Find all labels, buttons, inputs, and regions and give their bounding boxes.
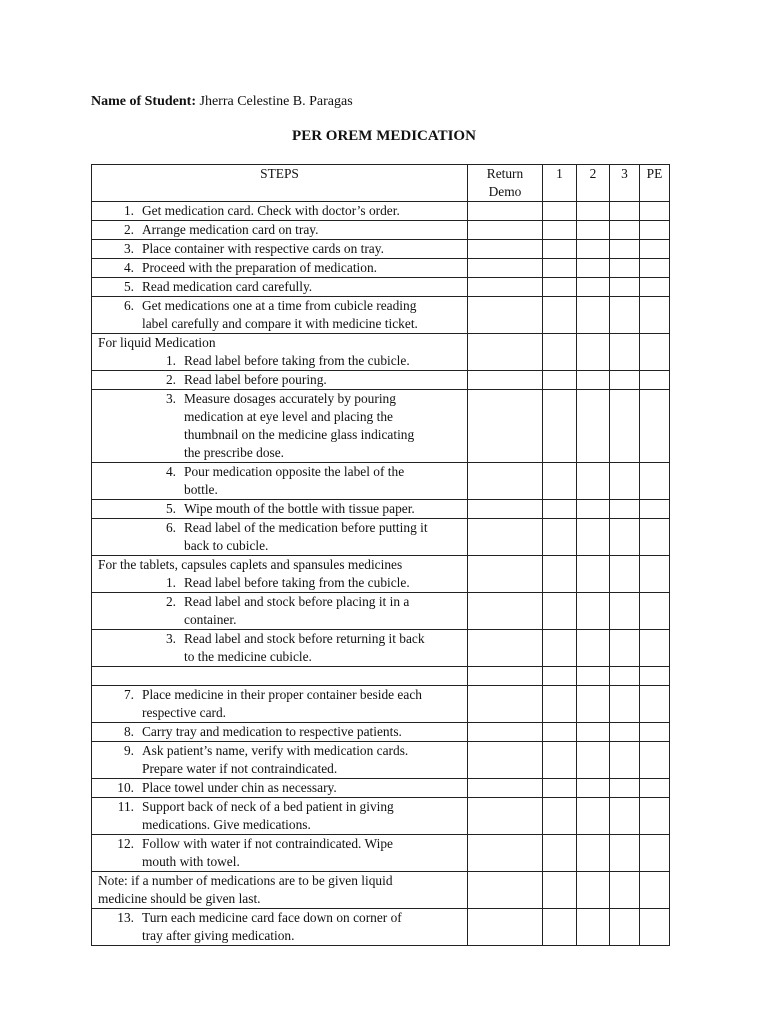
attempt-2-cell[interactable] (577, 872, 610, 909)
step-text-line: to the medicine cubicle. (184, 649, 312, 664)
pe-header: PE (640, 165, 670, 202)
step-cell (92, 202, 468, 221)
step-text-line: Prepare water if not contraindicated. (142, 761, 338, 776)
step-item (96, 779, 467, 797)
step-cell (92, 463, 468, 500)
attempt-2-cell[interactable] (577, 667, 610, 686)
attempt-1-cell[interactable] (543, 686, 577, 723)
step-text (134, 798, 467, 834)
attempt-2-cell[interactable] (577, 779, 610, 798)
attempt-2-header: 2 (577, 165, 610, 202)
attempt-1-cell[interactable] (543, 835, 577, 872)
return-demo-cell[interactable] (468, 259, 543, 278)
pe-cell[interactable] (640, 742, 670, 779)
step-text (134, 723, 467, 741)
steps-header: STEPS (92, 165, 468, 202)
step-item (96, 686, 467, 722)
return-demo-cell[interactable] (468, 297, 543, 334)
step-cell (92, 297, 468, 334)
step-text-line: Place container with respective cards on tray. (142, 241, 384, 256)
attempt-2-cell[interactable] (577, 259, 610, 278)
step-text-line: Proceed with the preparation of medication. (142, 260, 377, 275)
pe-cell[interactable] (640, 202, 670, 221)
attempt-1-cell[interactable] (543, 798, 577, 835)
step-item (96, 593, 467, 629)
attempt-1-cell[interactable] (543, 202, 577, 221)
step-item (96, 519, 467, 555)
attempt-3-cell[interactable] (610, 371, 640, 390)
attempt-2-cell[interactable] (577, 297, 610, 334)
step-text-line: Place medicine in their proper container beside each (142, 687, 422, 702)
pe-cell[interactable] (640, 556, 670, 593)
attempt-1-cell[interactable] (543, 779, 577, 798)
table-header-row (92, 165, 670, 202)
pe-cell[interactable] (640, 463, 670, 500)
attempt-3-cell[interactable] (610, 463, 640, 500)
step-text (134, 221, 467, 239)
return-demo-header (468, 165, 543, 202)
step-cell (92, 723, 468, 742)
note-line: medicine should be given last. (98, 891, 261, 906)
return-demo-cell[interactable] (468, 909, 543, 946)
step-text (134, 297, 467, 333)
attempt-2-cell[interactable] (577, 742, 610, 779)
step-cell (92, 519, 468, 556)
pe-cell[interactable] (640, 297, 670, 334)
step-item (96, 574, 467, 592)
return-demo-cell[interactable] (468, 798, 543, 835)
attempt-2-cell[interactable] (577, 835, 610, 872)
attempt-2-cell[interactable] (577, 519, 610, 556)
table-row (92, 463, 670, 500)
return-demo-cell[interactable] (468, 390, 543, 463)
step-cell (92, 390, 468, 463)
step-text (176, 519, 467, 555)
step-number: 4. (165, 464, 176, 479)
step-number: 12. (117, 836, 134, 851)
step-text-line: Wipe mouth of the bottle with tissue paper. (184, 501, 415, 516)
step-item (96, 297, 467, 333)
step-text-line: Follow with water if not contraindicated. Wipe (142, 836, 393, 851)
step-text (134, 686, 467, 722)
return-demo-cell[interactable] (468, 221, 543, 240)
step-cell (92, 686, 468, 723)
step-text-line: Read label before pouring. (184, 372, 327, 387)
return-demo-cell[interactable] (468, 872, 543, 909)
step-item (96, 500, 467, 518)
attempt-3-cell[interactable] (610, 278, 640, 297)
step-text-line: Support back of neck of a bed patient in giving (142, 799, 394, 814)
table-row (92, 221, 670, 240)
attempt-2-cell[interactable] (577, 500, 610, 519)
step-text-line: Carry tray and medication to respective patients. (142, 724, 402, 739)
step-cell (92, 334, 468, 371)
step-number: 6. (123, 298, 134, 313)
attempt-1-cell[interactable] (543, 371, 577, 390)
attempt-3-cell[interactable] (610, 630, 640, 667)
table-row (92, 240, 670, 259)
pe-cell[interactable] (640, 519, 670, 556)
step-number: 1. (165, 353, 176, 368)
attempt-2-cell[interactable] (577, 334, 610, 371)
step-item (96, 463, 467, 499)
step-cell (92, 630, 468, 667)
table-row (92, 593, 670, 630)
attempt-3-cell[interactable] (610, 390, 640, 463)
step-item (96, 630, 467, 666)
step-number: 2. (165, 594, 176, 609)
blank-row (92, 667, 670, 686)
step-number: 13. (117, 910, 134, 925)
step-item (96, 723, 467, 741)
step-cell (92, 500, 468, 519)
pe-cell[interactable] (640, 390, 670, 463)
step-item (96, 798, 467, 834)
attempt-3-cell[interactable] (610, 798, 640, 835)
pe-cell[interactable] (640, 686, 670, 723)
pe-cell[interactable] (640, 630, 670, 667)
step-text (134, 742, 467, 778)
step-text-line: Place towel under chin as necessary. (142, 780, 337, 795)
step-number: 3. (123, 241, 134, 256)
step-item (96, 390, 467, 462)
step-text (176, 500, 467, 518)
attempt-3-cell[interactable] (610, 297, 640, 334)
return-demo-cell[interactable] (468, 835, 543, 872)
attempt-1-header: 1 (543, 165, 577, 202)
step-text-line: Measure dosages accurately by pouring (184, 391, 396, 406)
return-demo-cell[interactable] (468, 630, 543, 667)
attempt-1-cell[interactable] (543, 463, 577, 500)
attempt-2-cell[interactable] (577, 390, 610, 463)
step-cell (92, 556, 468, 593)
step-text (134, 278, 467, 296)
attempt-1-cell[interactable] (543, 390, 577, 463)
attempt-1-cell[interactable] (543, 278, 577, 297)
step-cell (92, 798, 468, 835)
return-demo-header-line1: Return (486, 166, 524, 181)
table-row (92, 259, 670, 278)
attempt-2-cell[interactable] (577, 221, 610, 240)
step-number: 6. (165, 520, 176, 535)
attempt-1-cell[interactable] (543, 240, 577, 259)
attempt-1-cell[interactable] (543, 872, 577, 909)
page-title: PER OREM MEDICATION (292, 128, 476, 144)
step-text-line: Get medication card. Check with doctor’s order. (142, 203, 400, 218)
step-cell (92, 221, 468, 240)
attempt-3-cell[interactable] (610, 909, 640, 946)
attempt-3-cell[interactable] (610, 259, 640, 278)
attempt-2-cell[interactable] (577, 240, 610, 259)
step-text (176, 630, 467, 666)
step-text (176, 574, 467, 592)
table-row (92, 909, 670, 946)
checklist-body (92, 202, 670, 946)
return-demo-cell[interactable] (468, 686, 543, 723)
attempt-2-cell[interactable] (577, 278, 610, 297)
table-row (92, 500, 670, 519)
attempt-3-cell[interactable] (610, 779, 640, 798)
table-row (92, 686, 670, 723)
step-text (134, 202, 467, 220)
student-name-label: Name of Student: (91, 94, 196, 109)
pe-cell[interactable] (640, 909, 670, 946)
step-text (134, 240, 467, 258)
step-item (96, 278, 467, 296)
table-row (92, 371, 670, 390)
table-row (92, 334, 670, 371)
table-row (92, 556, 670, 593)
step-cell (92, 259, 468, 278)
pe-cell[interactable] (640, 259, 670, 278)
step-text-line: back to cubicle. (184, 538, 269, 553)
attempt-3-cell[interactable] (610, 835, 640, 872)
pe-cell[interactable] (640, 798, 670, 835)
attempt-1-cell[interactable] (543, 593, 577, 630)
pe-cell[interactable] (640, 835, 670, 872)
table-row (92, 742, 670, 779)
step-text-line: medication at eye level and placing the (184, 409, 393, 424)
group-label: For liquid Medication (98, 335, 216, 350)
step-number: 1. (123, 203, 134, 218)
attempt-2-cell[interactable] (577, 723, 610, 742)
step-text (176, 593, 467, 629)
attempt-1-cell[interactable] (543, 297, 577, 334)
attempt-3-cell[interactable] (610, 742, 640, 779)
student-name-value: Jherra Celestine B. Paragas (199, 94, 353, 109)
step-number: 10. (117, 780, 134, 795)
attempt-3-cell[interactable] (610, 723, 640, 742)
attempt-3-cell[interactable] (610, 334, 640, 371)
attempt-1-cell[interactable] (543, 221, 577, 240)
attempt-1-cell[interactable] (543, 259, 577, 278)
return-demo-header-line2: Demo (488, 184, 522, 199)
attempt-3-cell[interactable] (610, 593, 640, 630)
step-text-line: tray after giving medication. (142, 928, 295, 943)
attempt-1-cell[interactable] (543, 519, 577, 556)
step-item (96, 371, 467, 389)
step-item (96, 909, 467, 945)
step-item (96, 202, 467, 220)
table-row (92, 278, 670, 297)
group-label: For the tablets, capsules caplets and spansules medicines (98, 557, 403, 572)
return-demo-cell[interactable] (468, 742, 543, 779)
step-cell (92, 278, 468, 297)
table-row (92, 297, 670, 334)
return-demo-cell[interactable] (468, 500, 543, 519)
attempt-3-cell[interactable] (610, 556, 640, 593)
attempt-1-cell[interactable] (543, 556, 577, 593)
step-number: 8. (123, 724, 134, 739)
attempt-3-cell[interactable] (610, 221, 640, 240)
attempt-2-cell[interactable] (577, 798, 610, 835)
table-row (92, 835, 670, 872)
return-demo-cell[interactable] (468, 371, 543, 390)
step-cell (92, 667, 468, 686)
attempt-1-cell[interactable] (543, 500, 577, 519)
attempt-2-cell[interactable] (577, 686, 610, 723)
step-text-line: Read label and stock before placing it in a (184, 594, 410, 609)
step-cell (92, 240, 468, 259)
step-text-line: Get medications one at a time from cubicle reading (142, 298, 417, 313)
pe-cell[interactable] (640, 593, 670, 630)
step-text-line: Arrange medication card on tray. (142, 222, 319, 237)
table-row (92, 723, 670, 742)
attempt-3-cell[interactable] (610, 686, 640, 723)
step-number: 4. (123, 260, 134, 275)
table-row (92, 798, 670, 835)
pe-cell[interactable] (640, 779, 670, 798)
step-item (96, 835, 467, 871)
step-number: 2. (165, 372, 176, 387)
step-text-line: respective card. (142, 705, 227, 720)
step-cell (92, 779, 468, 798)
table-row (92, 872, 670, 909)
pe-cell[interactable] (640, 872, 670, 909)
step-text-line: Read label and stock before returning it back (184, 631, 425, 646)
pe-cell[interactable] (640, 723, 670, 742)
step-number: 1. (165, 575, 176, 590)
step-text (176, 463, 467, 499)
table-row (92, 519, 670, 556)
pe-cell[interactable] (640, 667, 670, 686)
attempt-1-cell[interactable] (543, 909, 577, 946)
step-item (96, 259, 467, 277)
step-number: 7. (123, 687, 134, 702)
step-cell (92, 371, 468, 390)
step-item (96, 742, 467, 778)
student-name-line (91, 94, 353, 110)
step-text-line: Turn each medicine card face down on corner of (142, 910, 402, 925)
step-cell (92, 742, 468, 779)
note-line: Note: if a number of medications are to be given liquid (98, 873, 393, 888)
step-cell (92, 872, 468, 909)
step-text (134, 909, 467, 945)
attempt-1-cell[interactable] (543, 723, 577, 742)
step-text-line: bottle. (184, 482, 218, 497)
pe-cell[interactable] (640, 500, 670, 519)
step-text-line: mouth with towel. (142, 854, 240, 869)
table-row (92, 202, 670, 221)
attempt-2-cell[interactable] (577, 463, 610, 500)
pe-cell[interactable] (640, 221, 670, 240)
return-demo-cell[interactable] (468, 723, 543, 742)
step-text-line: medications. Give medications. (142, 817, 311, 832)
step-cell (92, 593, 468, 630)
attempt-3-header: 3 (610, 165, 640, 202)
attempt-3-cell[interactable] (610, 872, 640, 909)
step-text-line: Read label before taking from the cubicle. (184, 575, 410, 590)
step-text-line: the prescribe dose. (184, 445, 285, 460)
step-number: 3. (165, 391, 176, 406)
return-demo-cell[interactable] (468, 240, 543, 259)
step-text (134, 835, 467, 871)
attempt-2-cell[interactable] (577, 630, 610, 667)
attempt-3-cell[interactable] (610, 240, 640, 259)
step-cell (92, 835, 468, 872)
attempt-3-cell[interactable] (610, 202, 640, 221)
return-demo-cell[interactable] (468, 667, 543, 686)
step-number: 5. (123, 279, 134, 294)
pe-cell[interactable] (640, 334, 670, 371)
attempt-3-cell[interactable] (610, 519, 640, 556)
step-text-line: container. (184, 612, 237, 627)
pe-cell[interactable] (640, 278, 670, 297)
attempt-1-cell[interactable] (543, 667, 577, 686)
step-number: 2. (123, 222, 134, 237)
table-row (92, 630, 670, 667)
attempt-1-cell[interactable] (543, 742, 577, 779)
step-item (96, 221, 467, 239)
step-number: 11. (117, 799, 134, 814)
step-item (96, 352, 467, 370)
attempt-2-cell[interactable] (577, 556, 610, 593)
attempt-2-cell[interactable] (577, 909, 610, 946)
step-number: 9. (123, 743, 134, 758)
return-demo-cell[interactable] (468, 779, 543, 798)
step-text (176, 371, 467, 389)
return-demo-cell[interactable] (468, 519, 543, 556)
step-text-line: label carefully and compare it with medicine ticket. (142, 316, 418, 331)
step-text (176, 390, 467, 462)
step-text (134, 259, 467, 277)
return-demo-cell[interactable] (468, 278, 543, 297)
attempt-2-cell[interactable] (577, 202, 610, 221)
return-demo-cell[interactable] (468, 334, 543, 371)
return-demo-cell[interactable] (468, 556, 543, 593)
return-demo-cell[interactable] (468, 463, 543, 500)
step-text (134, 779, 467, 797)
attempt-2-cell[interactable] (577, 371, 610, 390)
step-text-line: Read label before taking from the cubicle. (184, 353, 410, 368)
step-text-line: Pour medication opposite the label of the (184, 464, 405, 479)
attempt-3-cell[interactable] (610, 500, 640, 519)
step-number: 5. (165, 501, 176, 516)
step-text-line: Read medication card carefully. (142, 279, 313, 294)
return-demo-cell[interactable] (468, 202, 543, 221)
step-item (96, 240, 467, 258)
step-number: 3. (165, 631, 176, 646)
table-row (92, 390, 670, 463)
attempt-2-cell[interactable] (577, 593, 610, 630)
table-row (92, 779, 670, 798)
step-text-line: Ask patient’s name, verify with medication cards. (142, 743, 409, 758)
pe-cell[interactable] (640, 240, 670, 259)
step-text (176, 352, 467, 370)
step-cell (92, 909, 468, 946)
attempt-1-cell[interactable] (543, 334, 577, 371)
attempt-3-cell[interactable] (610, 667, 640, 686)
attempt-1-cell[interactable] (543, 630, 577, 667)
return-demo-cell[interactable] (468, 593, 543, 630)
step-text-line: thumbnail on the medicine glass indicating (184, 427, 415, 442)
pe-cell[interactable] (640, 371, 670, 390)
step-text-line: Read label of the medication before putting it (184, 520, 428, 535)
procedure-checklist-table (91, 164, 670, 946)
